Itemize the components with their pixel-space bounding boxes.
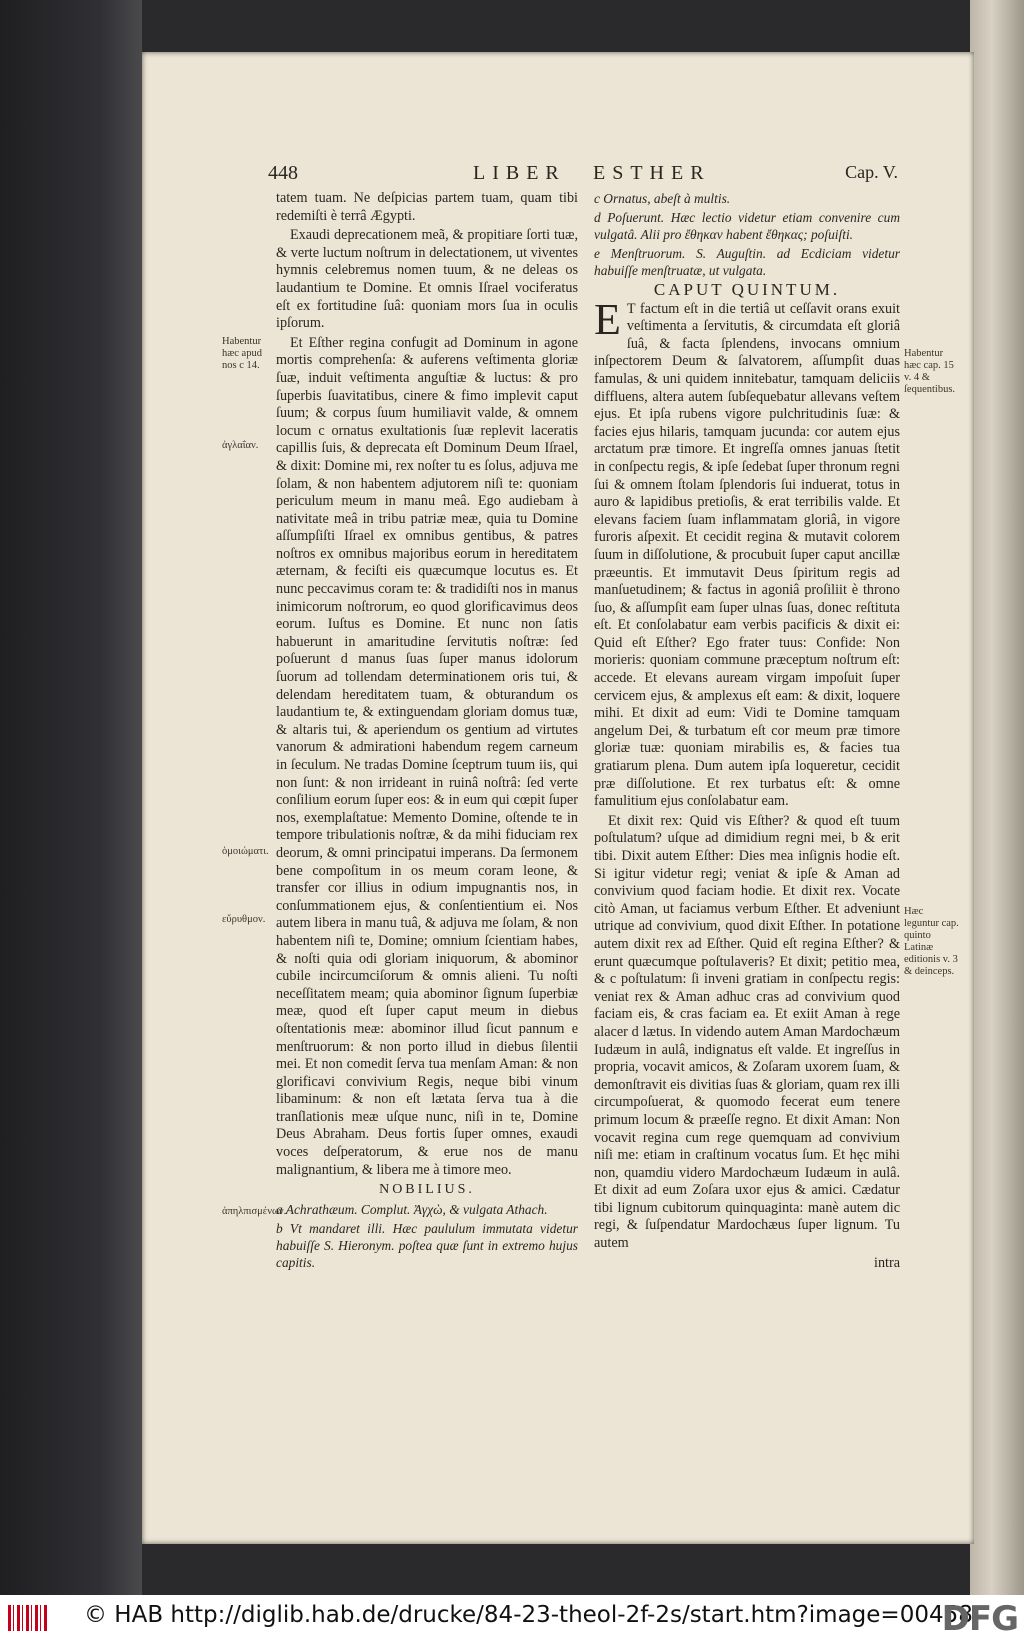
left-column bbox=[276, 190, 578, 1273]
scan-background-right bbox=[970, 0, 1024, 1595]
paragraph: Exaudi deprecationem meã, & propitiare ſorti tuæ, & verte luctum noſtrum in delectationem, ut viventes hymnis celebremus nomen tuum, & ne deleas os laudantium te Domine. Et omnis Iſrael vociferatus eſt ex fortitudine ſuâ: quoniam mors ſua in oculis ipſorum. bbox=[276, 227, 578, 332]
dfg-logo: DFG bbox=[941, 1599, 1018, 1639]
margin-note: ἀγλαΐαν. bbox=[222, 440, 259, 451]
hab-logo-icon bbox=[8, 1605, 48, 1631]
paragraph: T factum eſt in die tertiâ ut ceſſavit orans exuit veſtimenta a ſervitutis, & circumdata eſt gloriâ ſuâ, & facta ſplendens, invocans omnium inſpectorem Deum & ſalvatorem, aſſumpſit duas famulas, & uni quidem innitebatur, tamquam deliciis diffluens, altera autem ſubſequebatur allevans veſtem ejus. Et ipſa rubens vigore pulchritudinis ſuæ: & facies ejus hilaris, tamquam jucunda: cor autem ejus arctatum præ timore. Et ingreſſa omnes januas ſtetit in conſpectu regis, & ipſe ſedebat ſuper thronum regni ſui & omnem ſtolam ſplendoris ſui induerat, totus in auro & lapidibus pretioſis, & erat terribilis valde. Et elevans faciem ſuam inflammatam gloriâ, in vigore furoris aſpexit. Et cecidit regina & mutavit colorem ſuum in diſſolutione, & procubuit ſuper caput ancillæ præeuntis. Et immutavit Deus ſpiritum regis ad manſuetudinem; & factus in agoniâ proſiliit è throno ſuo, & aſſumpſit eam ſuper ulnas ſuas, donec reſtituta eſt. Et conſolabatur eam verbis pacificis & dixit ei: Quid eſt Eſther? Ego frater tuus: Confide: Non morieris: quoniam commune præceptum noſtrum eſt: accede. Et elevans auream virgam impoſuit ſuper cervicem ejus, & amplexus eſt eam: & dixit, loquere mihi. Et dixit ad eum: Vidi te Domine tamquam angelum Dei, & turbatum eſt cor meum præ timore gloriæ tuæ: quoniam mirabilis es, & facies tua gratiarum plena. Dum autem ipſa loqueretur, cecidit præ diſſolutione. Et rex turbatus eſt: & omne famulitium ejus conſolabatur eam. bbox=[594, 300, 900, 810]
running-title-right: ESTHER bbox=[593, 162, 711, 184]
margin-note: Hæc leguntur cap. quinto Latinæ editionis v. 3 & deinceps. bbox=[904, 906, 959, 977]
margin-note: ὁμοιώματι. bbox=[222, 846, 269, 857]
chapter-title: CAPUT QUINTUM. bbox=[653, 280, 841, 299]
footnote: b Vt mandaret illi. Hæc paululum immutata videtur habuiſſe S. Hieronym. poſtea quæ ſunt in extremo hujus capitis. bbox=[276, 1220, 578, 1270]
scan-background-left bbox=[0, 0, 142, 1595]
running-header bbox=[268, 162, 898, 190]
catchword: intra bbox=[874, 1254, 900, 1271]
margin-note: εὔρυθμον. bbox=[222, 914, 266, 925]
right-column bbox=[594, 190, 900, 1274]
page-number: 448 bbox=[268, 162, 298, 184]
paragraph: Et Eſther regina confugit ad Dominum in agone mortis comprehenſa: & auferens veſtimenta gloriæ ſuæ, induit veſtimenta anguſtiæ & luctus: & pro ſuperbis ſuavitatibus, cinere & fimo implevit caput ſuum; & corpus ſuum humiliavit valde, & omnem locum c ornatus exultationis ſuæ replevit laceratis capillis ſuis, & deprecata eſt Dominum Deum Iſrael, & dixit: Domine mi, rex noſter tu es ſolus, adjuva me ſolam, & non habentem adjutorem niſi te: quoniam periculum meum in manu meâ. Ego audiebam à nativitate meâ in tribu patriæ meæ, quia tu Domine aſſumpſiſti Iſrael ex omnibus gentibus, & patres noſtros ex omnibus majoribus eorum in hereditatem æternam, & feciſti eis quæcumque locutus es. Et nunc peccavimus coram te: & tradidiſti nos in manus inimicorum noſtrorum, eo quod glorificavimus deos eorum. Iuſtus es Domine. Et nunc non ſatis habuerunt in amaritudine ſervitutis noſtræ: ſed poſuerunt d manus ſuas ſuper manus idolorum ſuorum ad tollendam determinationem oris tui, & delendam hereditatem tuam, & obturandum os laudantium te, & extinguendam gloriam domus tuæ, & altaris tui, & aperiendum os gentium ad virtutes vanorum & admirationi habendum regem carneum in ſeculum. Ne tradas Domine ſceptrum tuum iis, qui non ſunt: & non irrideant in ruinâ noſtrâ: ſed verte conſilium eorum ſuper eos: & in eum qui cœpit ſuper nos, exemplaſtatue: Memento Domine, oſtende te in tempore tribulationis noſtræ, & da mihi fiduciam rex deorum, & omni principatui imperans. Da ſermonem bene compoſitum in os meum coram leone, & transfer cor illius in odium impugnantis nos, in conſummationem ejus, & conſentientium ei. Nos autem libera in manu tuâ, & adjuva me ſolam, & non habentem niſi te, Domine; omnium ſcientiam habes, & noſti quia odi gloriam iniquorum, & abominor cubile incircumciſorum & omnis alieni. Tu noſti neceſſitatem meam; quia abominor ſignum ſuperbiæ meæ, quod eſt ſuper caput meum in diebus oſtentationis meæ: abominor illud ſicut pannum e menſtruorum: & non porto illud in diebus ſilentii mei. Et non comedit ſerva tua menſam Aman: & non glorificavi convivium Regis, neque bibi vinum libaminum: & non eſt lætata ſerva tua à die tranſlationis meæ uſque nunc, niſi in te, Domine Deus Abraham. Deus fortis ſuper omnes, exaudi voces deſperatorum, & erue nos de manu malignantium, & libera me à timore meo. bbox=[276, 334, 578, 1178]
margin-note: Habentur hæc cap. 15 v. 4 & ſequentibus. bbox=[904, 348, 956, 395]
footnote: c Ornatus, abeſt à multis. bbox=[594, 191, 731, 206]
running-title-left: LIBER bbox=[473, 162, 566, 184]
footnote: e Menſtruorum. S. Auguſtin. ad Ecdiciam videtur habuiſſe menſtruatæ, ut vulgata. bbox=[594, 246, 900, 278]
paragraph: Et dixit rex: Quid vis Eſther? & quod eſt tuum poſtulatum? uſque ad dimidium regni mei, b & erit tibi. Dixit autem Eſther: Dies mea inſignis hodie eſt. Si igitur videtur regi; veniat & ipſe & Aman ad convivium quod faciam hodie. Et dixit rex. Vocate citò Aman, ut faciamus verbum Eſther. Et adveniunt utrique ad convivium, quod dixit Eſther. In potatione autem dixit rex ad Eſther. Quid eſt regina Eſther? & erunt quæcumque poſtulaveris? Et dixit; petitio mea, & c poſtulatum: ſi inveni gratiam in conſpectu regis: veniat rex & Aman adhuc cras ad convivium quod faciam eis, & cras faciam ea. Et exiit Aman à rege alacer d lætus. In videndo autem Aman Mardochæum Iudæum in aulâ, indignatus eſt valde. Et ingreſſus in propria, vocavit amicos, & Zoſaram uxorem ſuam, & demonſtravit eis divitias ſuas & gloriam, quam rex illi circumpoſuerat, & quomodo fecerat eum tenere primum locum & præeſſe regno. Et dixit Aman: Non vocavit regina cum rege quemquam ad convivium niſi me: etiam in craſtinum vocatus ſum. Et hęc mihi non, quamdiu videro Mardochæum Iudæum in aulâ. Et dixit ad eum Zoſara uxor ejus & amici. Cædatur tibi lignum cubitorum quinquaginta: manè autem dic regi, & ſuſpendatur Mardochæus ſuper lignum. Tu autem bbox=[594, 812, 900, 1252]
margin-note: ἀπηλπισμένων. bbox=[222, 1206, 287, 1217]
paragraph: tatem tuam. Ne deſpicias partem tuam, quam tibi redemiſti è terrâ Ægypti. bbox=[276, 190, 578, 224]
chapter-label: Cap. V. bbox=[845, 162, 898, 182]
footer-bar bbox=[0, 1595, 1024, 1640]
source-url[interactable]: © HAB http://diglib.hab.de/drucke/84-23-theol-2f-2s/start.htm?image=00458 bbox=[84, 1602, 973, 1628]
nobilius-heading: NOBILIUS. bbox=[379, 1182, 475, 1198]
margin-note: Habentur hæc apud nos c 14. bbox=[222, 336, 262, 371]
footnote: a Achrathæum. Complut. Ἀγχὼ, & vulgata Athach. bbox=[276, 1201, 548, 1217]
footnote: d Poſuerunt. Hæc lectio videtur etiam convenire cum vulgatâ. Alii pro ἔθηκαν habent ἔθηκας; poſuiſti. bbox=[594, 210, 900, 242]
drop-cap: E bbox=[594, 294, 621, 344]
